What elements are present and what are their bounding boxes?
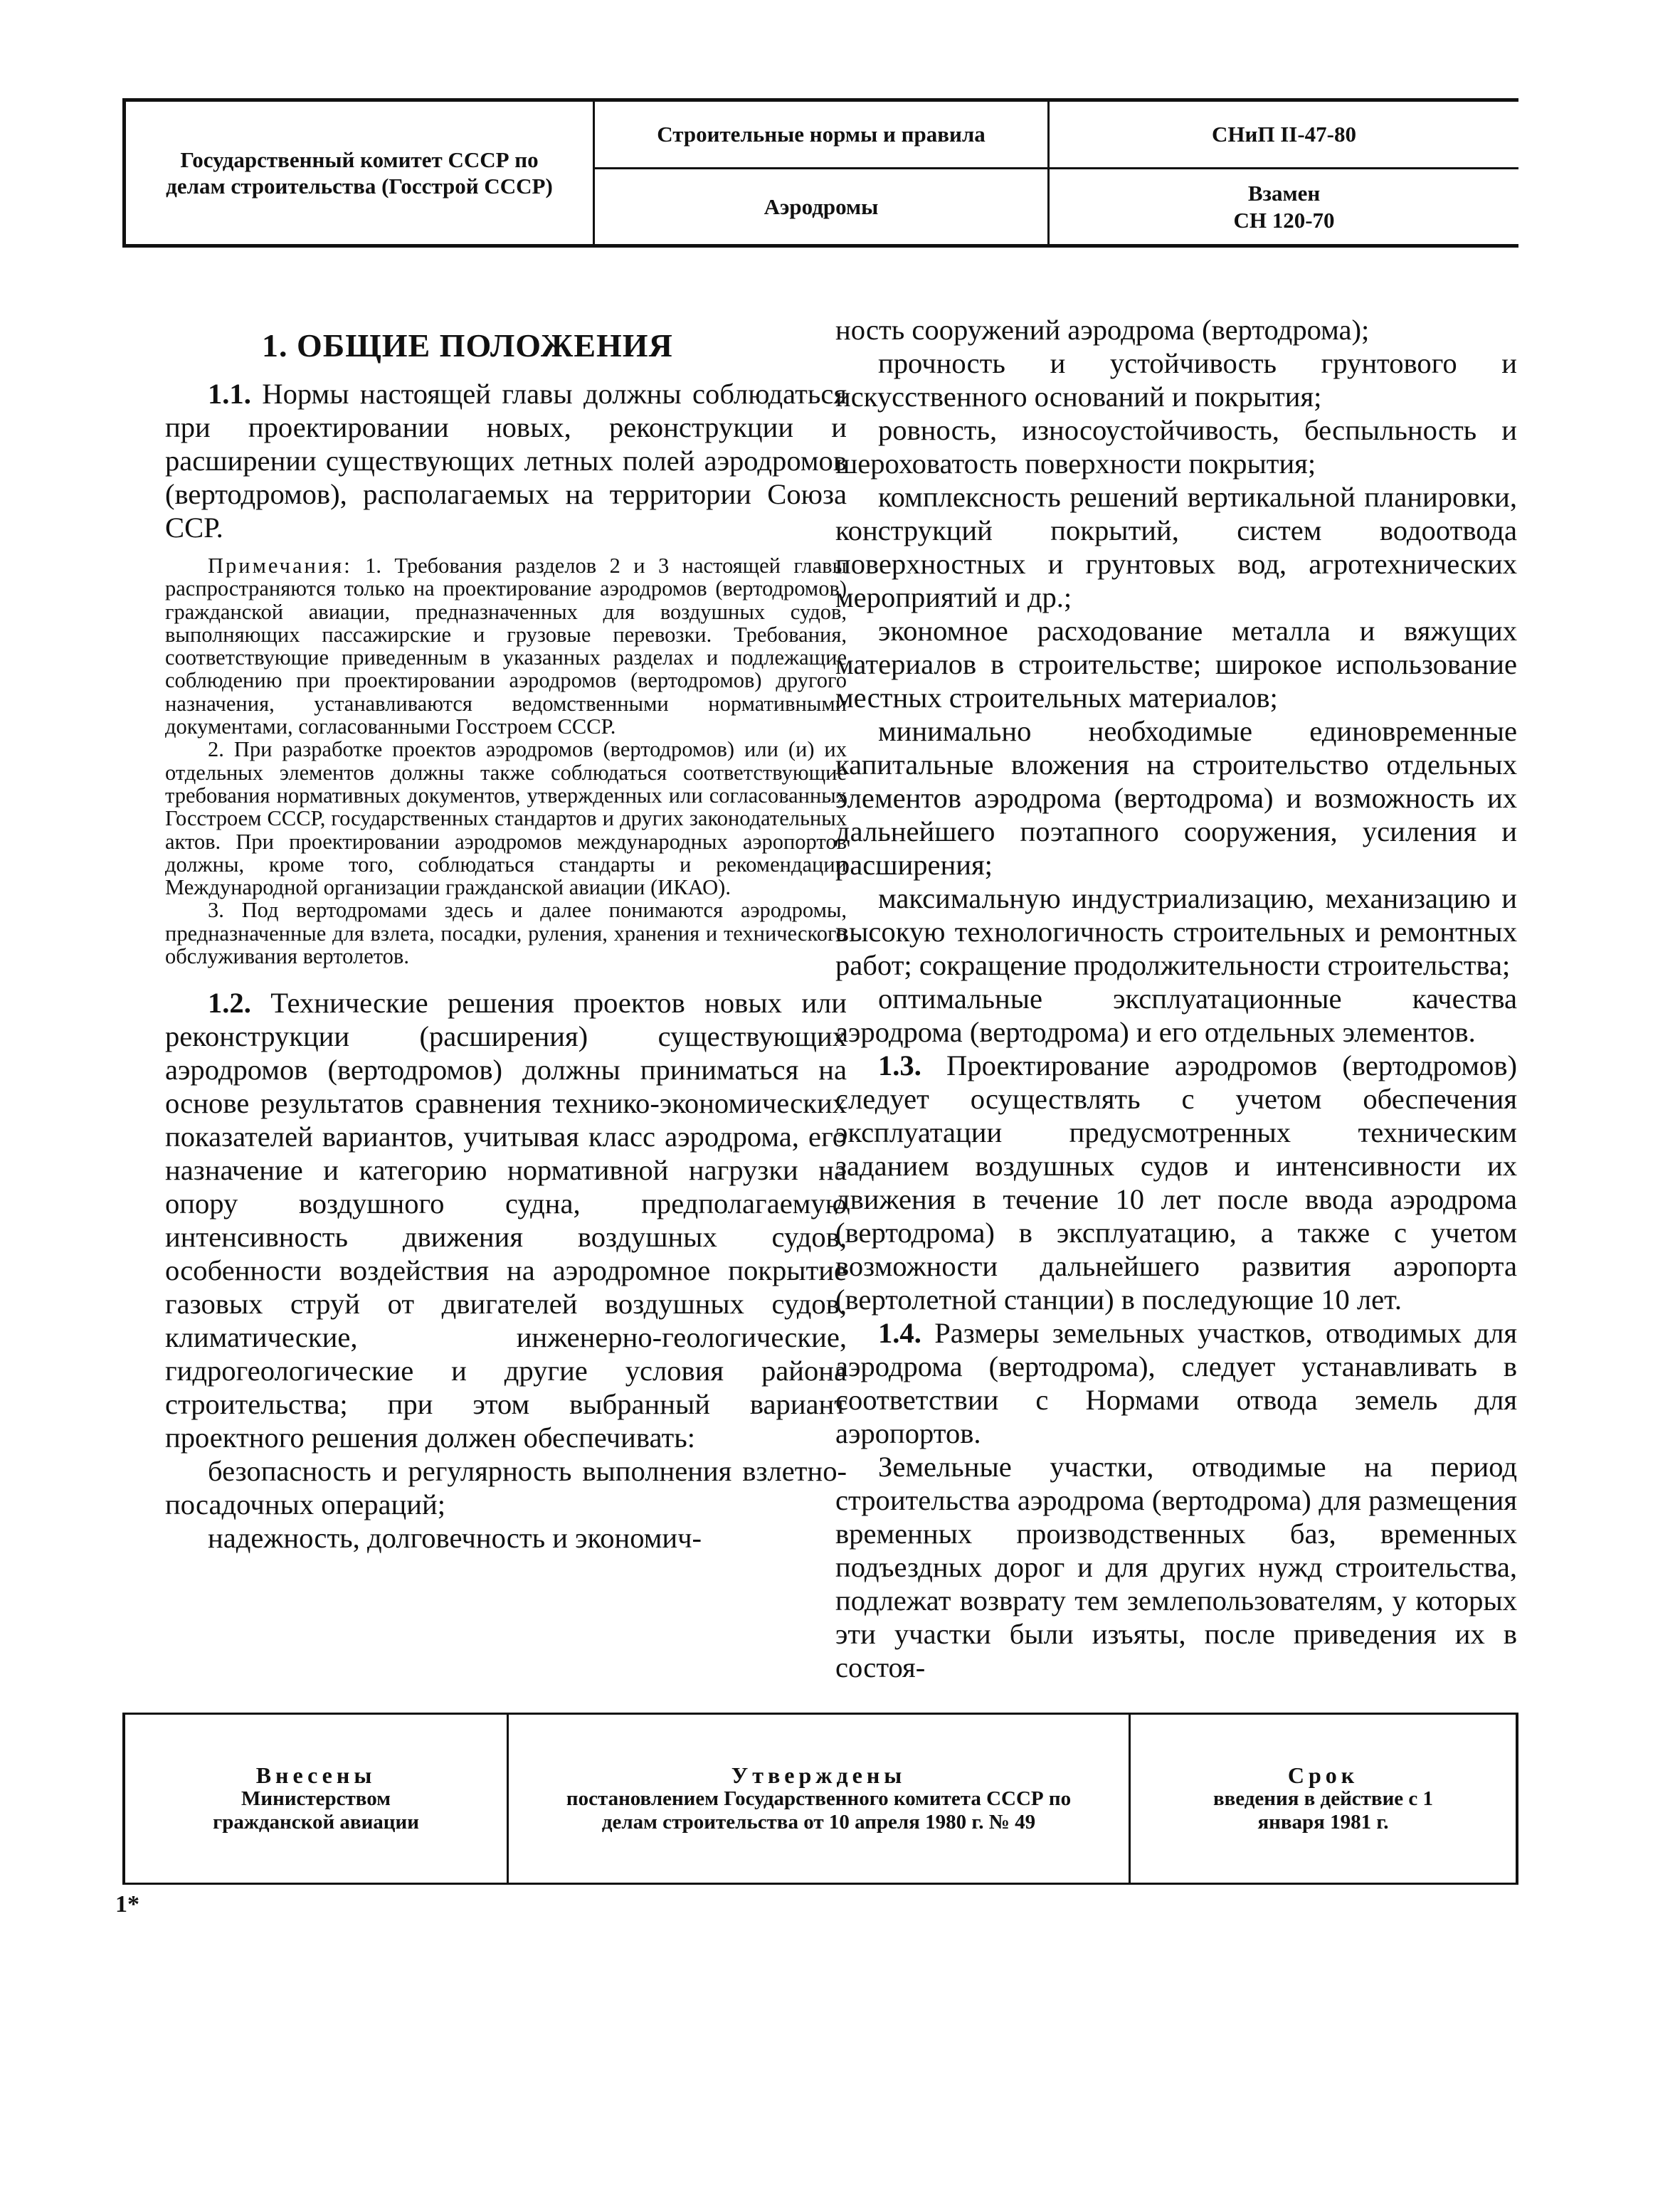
term-label: Срок — [1287, 1762, 1359, 1788]
term-text: введения в действие с 1 января 1981 г. — [1213, 1787, 1434, 1834]
paragraph-1-4: 1.4. Размеры земельных участков, отводимых для аэродрома (вертодрома), следует устанавливать в соответствии с Нормами отвода земель для аэропортов. — [835, 1317, 1517, 1449]
introduced-by: Министерством гражданской авиации — [213, 1787, 419, 1834]
notes-label: Примечания: — [208, 554, 352, 578]
list-item: максимальную индустриализацию, механизацию и высокую технологичность строительных и ремонтных работ; сокращение продолжительности строительства; — [835, 882, 1517, 981]
introduced-label: Внесены — [255, 1762, 376, 1788]
approved-label: Утверждены — [731, 1762, 907, 1788]
committee-name: Государственный комитет СССР по делам строительства (Госстрой СССР) — [166, 147, 553, 199]
approved-text: постановлением Государственного комитета СССР по делам строительства от 10 апреля 1980 г. № 49 — [566, 1787, 1072, 1834]
left-column — [165, 313, 847, 1555]
header-table — [122, 98, 1518, 248]
introduced-block — [125, 1715, 507, 1883]
paragraph-1-3: 1.3. Проектирование аэродромов (вертодромов) следует осуществлять с учетом обеспечения эксплуатации предусмотренных техническим заданием воздушных судов и интенсивности их движения в течение 10 лет после ввода аэродрома (вертодрома) в эксплуатацию, а также с учетом возможности дальнейшего развития аэропорта (вертолетной станции) в последующие 10 лет. — [835, 1049, 1517, 1316]
list-item: экономное расходование металла и вяжущих материалов в строительстве; широкое использование местных строительных материалов; — [835, 615, 1517, 714]
list-item: прочность и устойчивость грунтового и искусственного оснований и покрытия; — [835, 347, 1517, 413]
section-title: 1. ОБЩИЕ ПОЛОЖЕНИЯ — [262, 327, 673, 364]
paragraph-1-4-continued: Земельные участки, отводимые на период строительства аэродрома (вертодрома) для размещения временных производственных баз, временных подъездных дорог и для других нужд строительства, подлежат возврату тем землепользователям, у которых эти участки были изъяты, после приведения их в состоя- — [835, 1451, 1517, 1683]
list-item: ровность, износоустойчивость, беспыльность и шероховатость поверхности покрытия; — [835, 414, 1517, 480]
clause-number: 1.2. — [208, 987, 251, 1020]
clause-number: 1.4. — [878, 1317, 921, 1349]
approved-block — [509, 1715, 1129, 1883]
doc-category: Строительные нормы и правила — [657, 122, 986, 147]
list-item-continued: ность сооружений аэродрома (вертодрома); — [835, 314, 1370, 346]
paragraph-1-1: 1.1. Нормы настоящей главы должны соблюдаться при проектировании новых, реконструкции и расширении существующих летных полей аэродромов (вертодромов), располагаемых на территории Союза ССР. — [165, 378, 847, 544]
replaces-code: СН 120-70 — [1233, 207, 1335, 233]
list-item: минимально необходимые единовременные капитальные вложения на строительство отдельных элементов аэродрома (вертодрома) и возможность их дальнейшего поэтапного сооружения, усиления и расширения; — [835, 715, 1517, 881]
clause-number: 1.1. — [208, 378, 251, 410]
note-1: Примечания: 1. Требования разделов 2 и 3 настоящей главы распространяются только на проектирование аэродромов (вертодромов) гражданской авиации, предназначенных для воздушных судов, выполняющих пассажирские и грузовые перевозки. Требования, соответствующие приведенным в указанных разделах и подлежащие соблюдению при проектировании аэродромов (вертодромов) другого назначения, устанавливаются ведомственными нормативными документами, согласованными Госстроем СССР. — [165, 554, 847, 739]
doc-code: СНиП II-47-80 — [1212, 122, 1356, 147]
list-item: надежность, долговечность и экономич- — [208, 1522, 702, 1555]
clause-number: 1.3. — [878, 1049, 921, 1081]
note-2: 2. При разработке проектов аэродромов (вертодромов) или (и) их отдельных элементов должны также соблюдаться соответствующие требования нормативных документов, утвержденных или согласованных Госстроем СССР, государственных стандартов и других законодательных актов. При проектировании аэродромов международных аэропортов должны, кроме того, соблюдаться стандарты и рекомендации Международной организации гражданской авиации (ИКАО). — [165, 737, 847, 900]
right-column — [835, 313, 1517, 1684]
replaces-label: Взамен — [1247, 181, 1321, 206]
paragraph-1-2: 1.2. Технические решения проектов новых или реконструкции (расширения) существующих аэродромов (вертодромов) должны приниматься на основе результатов сравнения технико-экономических показателей вариантов, учитывая класс аэродрома, его назначение и категорию нормативной нагрузки на опору воздушного судна, предполагаемую интенсивность движения воздушных судов, особенности воздействия на аэродромное покрытие газовых струй от двигателей воздушных судов, климатические, инженерно-геологические, гидрогеологические и другие условия района строительства; при этом выбранный вариант проектного решения должен обеспечивать: — [165, 987, 847, 1454]
term-block — [1131, 1715, 1516, 1883]
list-item: оптимальные эксплуатационные качества аэродрома (вертодрома) и его отдельных элементов. — [835, 983, 1517, 1048]
list-item: комплексность решений вертикальной планировки, конструкций покрытий, систем водоотвода поверхностных и грунтовых вод, агротехнических мероприятий и др.; — [835, 481, 1517, 613]
note-3: 3. Под вертодромами здесь и далее понимаются аэродромы, предназначенные для взлета, посадки, руления, хранения и технического обслуживания вертолетов. — [165, 898, 847, 969]
footer-table — [122, 1713, 1518, 1885]
page-mark: 1* — [115, 1891, 139, 1917]
doc-title: Аэродромы — [764, 194, 879, 219]
replaces-block — [1050, 169, 1518, 244]
notes-block — [165, 554, 847, 968]
list-item: безопасность и регулярность выполнения взлетно-посадочных операций; — [165, 1455, 847, 1521]
